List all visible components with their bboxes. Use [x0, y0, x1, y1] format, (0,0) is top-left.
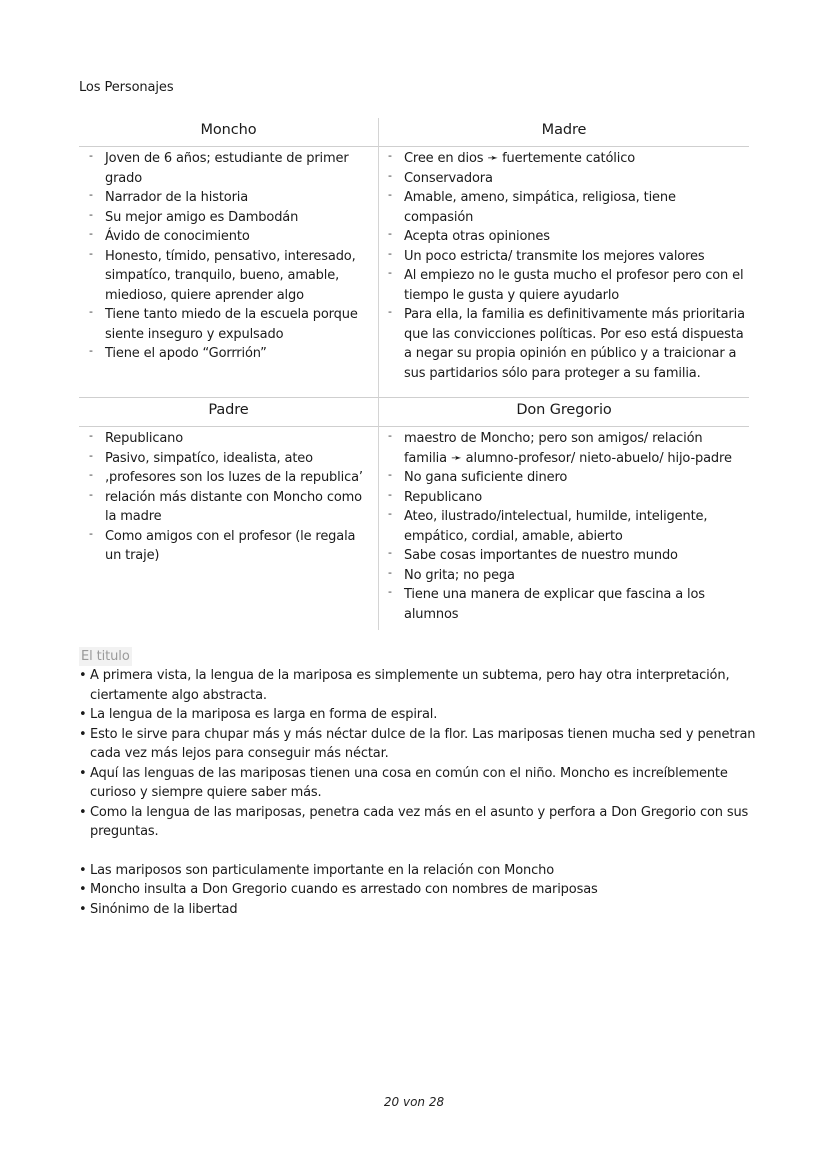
- cell-don-gregorio: [378, 427, 749, 630]
- cell-moncho: [79, 147, 378, 397]
- header-madre: Madre: [378, 118, 749, 147]
- list-item: - Su mejor amigo es Dambodán: [89, 208, 372, 228]
- spacer: [79, 842, 759, 861]
- list-item: • A primera vista, la lengua de la mariposa es simplemente un subtema, pero hay otra interpretación, ciertamente algo abstracta.: [79, 666, 759, 705]
- list-item: - Tiene una manera de explicar que fascina a los alumnos: [388, 585, 749, 624]
- list-item: - Pasivo, simpatíco, idealista, ateo: [89, 449, 372, 469]
- header-moncho: Moncho: [79, 118, 378, 147]
- titulo-bullets-b: [79, 861, 759, 920]
- list-madre: [388, 149, 749, 383]
- section-heading: Los Personajes: [79, 80, 174, 95]
- list-item: - Sabe cosas importantes de nuestro mundo: [388, 546, 749, 566]
- list-item: - Republicano: [89, 429, 372, 449]
- list-item: • La lengua de la mariposa es larga en forma de espiral.: [79, 705, 759, 725]
- header-don-gregorio: Don Gregorio: [378, 397, 749, 427]
- list-item: • Moncho insulta a Don Gregorio cuando es arrestado con nombres de mariposas: [79, 880, 759, 900]
- list-item: - Narrador de la historia: [89, 188, 372, 208]
- list-item: - Ávido de conocimiento: [89, 227, 372, 247]
- list-item: - Tiene el apodo “Gorrrión”: [89, 344, 372, 364]
- list-item: • Aquí las lenguas de las mariposas tienen una cosa en común con el niño. Moncho es increíblemente curioso y siempre quiere saber más.: [79, 764, 759, 803]
- list-item: • Esto le sirve para chupar más y más néctar dulce de la flor. Las mariposas tienen mucha sed y penetran cada vez más lejos para conseguir más néctar.: [79, 725, 759, 764]
- cell-padre: [79, 427, 378, 630]
- list-item: - Al empiezo no le gusta mucho el profesor pero con el tiempo le gusta y quiere ayudarlo: [388, 266, 749, 305]
- list-item: - maestro de Moncho; pero son amigos/ relación familia ➛ alumno-profesor/ nieto-abuelo/ hijo-padre: [388, 429, 749, 468]
- list-item: • Sinónimo de la libertad: [79, 900, 759, 920]
- characters-table: [79, 118, 749, 630]
- list-item: • Las mariposos son particulamente importante en la relación con Moncho: [79, 861, 759, 881]
- list-item: - ‚profesores son los luzes de la republica’: [89, 468, 372, 488]
- header-padre: Padre: [79, 397, 378, 427]
- list-item: - Amable, ameno, simpática, religiosa, tiene compasión: [388, 188, 749, 227]
- list-item: - Tiene tanto miedo de la escuela porque siente inseguro y expulsado: [89, 305, 372, 344]
- list-item: - Ateo, ilustrado/intelectual, humilde, inteligente, empático, cordial, amable, abierto: [388, 507, 749, 546]
- list-item: - No grita; no pega: [388, 566, 749, 586]
- list-padre: [89, 429, 372, 566]
- list-item: - relación más distante con Moncho como la madre: [89, 488, 372, 527]
- list-item: - Republicano: [388, 488, 749, 508]
- list-item: • Como la lengua de las mariposas, penetra cada vez más en el asunto y perfora a Don Gregorio con sus preguntas.: [79, 803, 759, 842]
- list-item: - Para ella, la familia es definitivamente más prioritaria que las convicciones políticas. Por eso está dispuesta a negar su propia opinión en público y a traicionar a sus partidarios sólo para proteger a su familia.: [388, 305, 749, 383]
- list-moncho: [89, 149, 372, 364]
- list-don-gregorio: [388, 429, 749, 624]
- list-item: - Como amigos con el profesor (le regala un traje): [89, 527, 372, 566]
- list-item: - Un poco estricta/ transmite los mejores valores: [388, 247, 749, 267]
- titulo-bullets-a: [79, 666, 759, 842]
- cell-madre: [378, 147, 749, 397]
- list-item: - Honesto, tímido, pensativo, interesado, simpatíco, tranquilo, bueno, amable, miedioso, quiere aprender algo: [89, 247, 372, 306]
- list-item: - Cree en dios ➛ fuertemente católico: [388, 149, 749, 169]
- list-item: - Acepta otras opiniones: [388, 227, 749, 247]
- titulo-subtitle: El titulo: [81, 649, 130, 664]
- list-item: - No gana suficiente dinero: [388, 468, 749, 488]
- page-number: 20 von 28: [383, 1095, 445, 1109]
- list-item: - Joven de 6 años; estudiante de primer grado: [89, 149, 372, 188]
- titulo-section: [79, 645, 759, 919]
- list-item: - Conservadora: [388, 169, 749, 189]
